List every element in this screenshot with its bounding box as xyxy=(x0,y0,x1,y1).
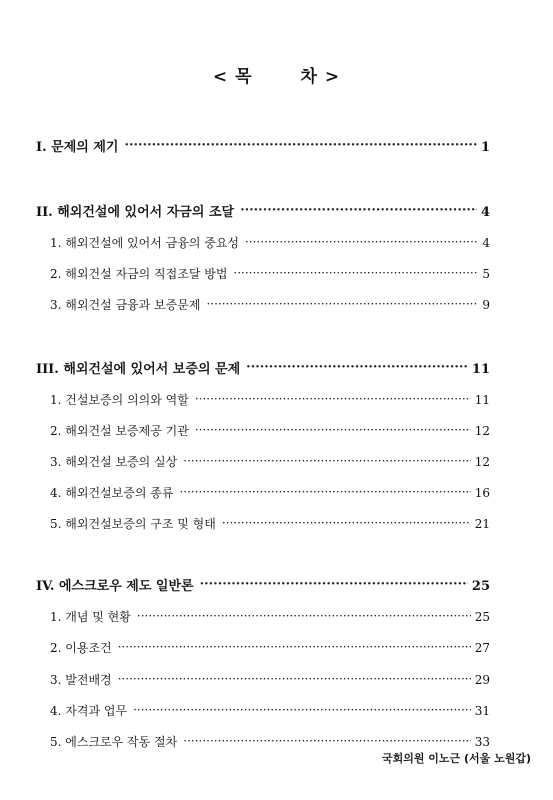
item-number: 3. xyxy=(50,455,62,469)
leader-dots xyxy=(183,454,470,466)
item-number: 1. xyxy=(50,393,62,407)
chapter-numeral: IV. xyxy=(36,579,55,594)
leader-dots xyxy=(118,640,471,652)
item-number: 2. xyxy=(50,641,62,655)
chapter-numeral: II. xyxy=(36,205,53,220)
page-number: 33 xyxy=(474,735,490,749)
leader-dots xyxy=(195,423,471,435)
toc-item-3-4[interactable] xyxy=(50,484,490,501)
toc-item-4-2[interactable] xyxy=(50,639,490,656)
toc-chapter-4[interactable] xyxy=(36,575,490,594)
page-number: 1 xyxy=(480,140,490,155)
leader-dots xyxy=(200,577,468,590)
item-title: 해외건설 보증제공 기관 xyxy=(65,424,189,438)
toc-item-4-1[interactable] xyxy=(50,608,490,625)
chapter-title: 해외건설에 있어서 보증의 문제 xyxy=(63,362,241,377)
toc-item-2-2[interactable] xyxy=(50,265,490,282)
page-number: 4 xyxy=(482,236,490,250)
item-number: 5. xyxy=(50,735,62,749)
page-number: 25 xyxy=(471,579,490,594)
leader-dots xyxy=(183,734,470,746)
item-number: 2. xyxy=(50,424,62,438)
item-title: 해외건설 자금의 직접조달 방법 xyxy=(65,267,228,281)
item-number: 1. xyxy=(50,610,62,624)
page-number: 12 xyxy=(474,455,490,469)
chapter-numeral: I. xyxy=(36,140,47,155)
toc-item-4-4[interactable] xyxy=(50,702,490,719)
toc-chapter-2[interactable] xyxy=(36,201,490,220)
item-title: 해외건설보증의 구조 및 형태 xyxy=(65,517,216,531)
chapter-title: 문제의 제기 xyxy=(51,140,119,155)
toc-title-left: < 목 xyxy=(212,67,253,87)
item-title: 자격과 업무 xyxy=(65,704,128,718)
author-footer: 국회의원 이노근 (서울 노원갑) xyxy=(381,752,531,765)
leader-dots xyxy=(240,203,477,216)
item-title: 해외건설보증의 종류 xyxy=(65,486,174,500)
toc-item-4-5[interactable] xyxy=(50,733,490,750)
leader-dots xyxy=(179,485,470,497)
page-number: 27 xyxy=(474,641,490,655)
page-number: 11 xyxy=(471,362,490,377)
item-number: 3. xyxy=(50,298,62,312)
leader-dots xyxy=(133,703,471,715)
leader-dots xyxy=(195,392,471,404)
leader-dots xyxy=(233,266,478,278)
item-number: 4. xyxy=(50,486,62,500)
item-number: 1. xyxy=(50,236,62,250)
page-number: 9 xyxy=(482,298,490,312)
item-number: 5. xyxy=(50,517,62,531)
leader-dots xyxy=(206,297,478,309)
chapter-title: 해외건설에 있어서 자금의 조달 xyxy=(57,205,235,220)
item-title: 개념 및 현황 xyxy=(65,610,131,624)
item-title: 해외건설 보증의 실상 xyxy=(65,455,178,469)
toc-title-right: 차 > xyxy=(300,67,341,87)
toc-item-3-3[interactable] xyxy=(50,453,490,470)
page-number: 31 xyxy=(474,704,490,718)
page-number: 5 xyxy=(482,267,490,281)
item-title: 해외건설 금융과 보증문제 xyxy=(65,298,201,312)
item-title: 해외건설에 있어서 금융의 중요성 xyxy=(65,236,240,250)
item-title: 에스크로우 작동 절차 xyxy=(65,735,178,749)
leader-dots xyxy=(245,235,478,247)
page-number: 29 xyxy=(474,673,490,687)
chapter-numeral: III. xyxy=(36,362,59,377)
toc-chapter-3[interactable] xyxy=(36,358,490,377)
item-number: 3. xyxy=(50,673,62,687)
page-number: 12 xyxy=(474,424,490,438)
leader-dots xyxy=(124,138,476,151)
toc-item-2-1[interactable] xyxy=(50,234,490,251)
item-number: 4. xyxy=(50,704,62,718)
page-number: 4 xyxy=(480,205,490,220)
leader-dots xyxy=(246,360,468,373)
chapter-title: 에스크로우 제도 일반론 xyxy=(58,579,194,594)
toc-item-3-1[interactable] xyxy=(50,391,490,408)
toc-item-3-5[interactable] xyxy=(50,515,490,532)
toc-item-4-3[interactable] xyxy=(50,671,490,688)
item-title: 건설보증의 의의와 역할 xyxy=(65,393,189,407)
page-number: 21 xyxy=(474,517,490,531)
leader-dots xyxy=(118,672,471,684)
page-number: 11 xyxy=(474,393,490,407)
page-number: 16 xyxy=(474,486,490,500)
toc-item-3-2[interactable] xyxy=(50,422,490,439)
leader-dots xyxy=(137,609,471,621)
toc-title xyxy=(0,62,553,87)
item-title: 발전배경 xyxy=(65,673,112,687)
page-number: 25 xyxy=(474,610,490,624)
item-title: 이용조건 xyxy=(65,641,112,655)
leader-dots xyxy=(222,516,471,528)
item-number: 2. xyxy=(50,267,62,281)
toc-chapter-1[interactable] xyxy=(36,136,490,155)
toc-item-2-3[interactable] xyxy=(50,296,490,313)
